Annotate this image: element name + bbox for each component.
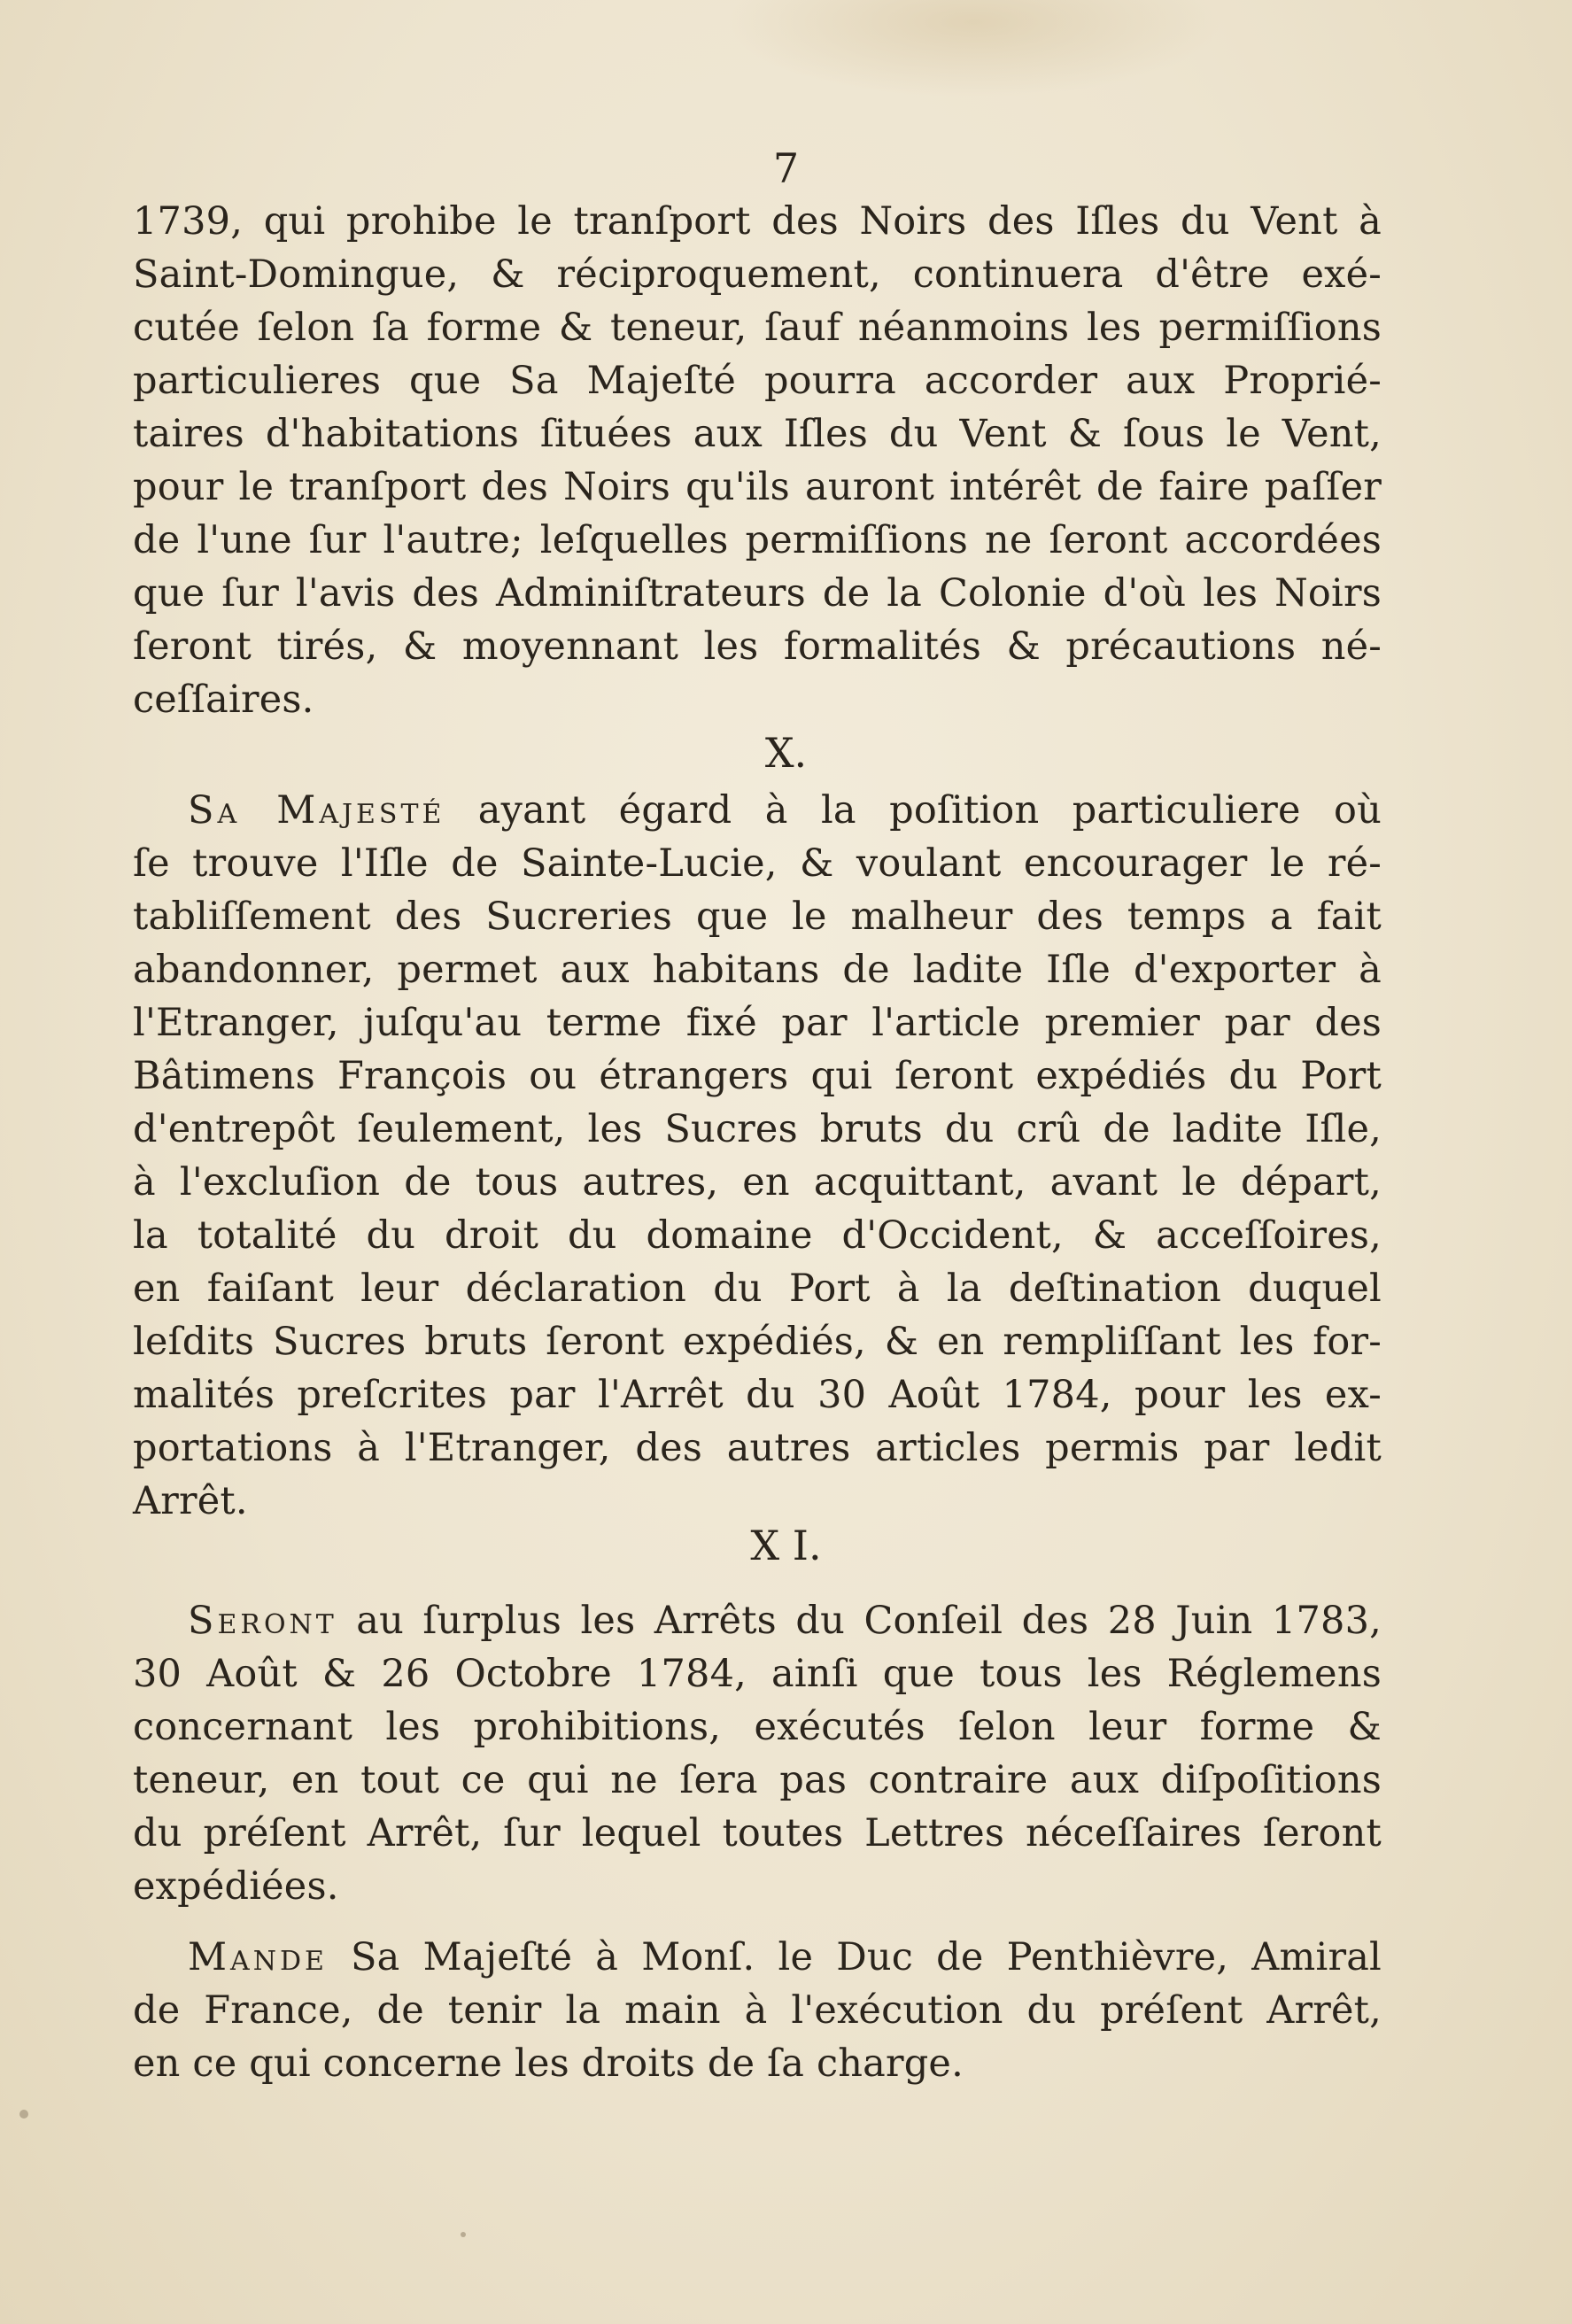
- text-line: ſe trouve l'Iſle de Sainte-Lucie, & voulant encourager le ré-: [133, 841, 1382, 886]
- text-run: Sa Majeſté à Monſ. le Duc de Penthièvre, Amiral: [327, 1935, 1382, 1979]
- text-line: teneur, en tout ce qui ne ſera pas contraire aux diſpoſitions: [133, 1758, 1382, 1802]
- text-line: la totalité du droit du domaine d'Occident, & acceſſoires,: [133, 1213, 1382, 1258]
- text-line: leſdits Sucres bruts ſeront expédiés, & en rempliſſant les for-: [133, 1320, 1382, 1364]
- text-line: en ce qui concerne les droits de ſa charge.: [133, 2041, 964, 2086]
- text-line: 30 Août & 26 Octobre 1784, ainſi que tous les Réglemens: [133, 1652, 1382, 1696]
- text-line: abandonner, permet aux habitans de ladite Iſle d'exporter à: [133, 948, 1382, 992]
- text-line: du préſent Arrêt, ſur lequel toutes Lettres néceſſaires ſeront: [133, 1811, 1382, 1855]
- text-line: ceſſaires.: [133, 678, 314, 722]
- text-line: en faiſant leur déclaration du Port à la deſtination duquel: [133, 1267, 1382, 1311]
- paper-speck: [461, 2232, 466, 2237]
- text-line: taires d'habitations ſituées aux Iſles du Vent & ſous le Vent,: [133, 412, 1382, 456]
- text-line: ſeront tirés, & moyennant les formalités & précautions né-: [133, 624, 1382, 669]
- text-line: Arrêt.: [133, 1479, 248, 1523]
- small-caps-lead: Seront: [188, 1599, 337, 1643]
- text-line: pour le tranſport des Noirs qu'ils auront intérêt de faire paſſer: [133, 465, 1382, 509]
- text-line: concernant les prohibitions, exécutés ſelon leur forme &: [133, 1705, 1382, 1749]
- paper-stain: [726, 0, 1222, 97]
- text-run: au ſurplus les Arrêts du Conſeil des 28 Juin 1783,: [337, 1599, 1382, 1643]
- text-line: [188, 1594, 1382, 1647]
- text-line: 1739, qui prohibe le tranſport des Noirs des Iſles du Vent à: [133, 199, 1382, 244]
- small-caps-lead: Mande: [188, 1935, 328, 1979]
- page-number: 7: [772, 144, 800, 192]
- text-line: cutée ſelon ſa forme & teneur, ſauf néanmoins les permiſſions: [133, 306, 1382, 350]
- text-line: l'Etranger, juſqu'au terme fixé par l'article premier par des: [133, 1001, 1382, 1045]
- text-line: Saint-Domingue, & réciproquement, continuera d'être exé-: [133, 252, 1382, 297]
- text-line: particulieres que Sa Majeſté pourra accorder aux Proprié-: [133, 359, 1382, 403]
- text-line: d'entrepôt ſeulement, les Sucres bruts du crû de ladite Iſle,: [133, 1107, 1382, 1151]
- text-line: tabliſſement des Sucreries que le malheur des temps a fait: [133, 895, 1382, 939]
- text-line: Bâtimens François ou étrangers qui ſeront expédiés du Port: [133, 1054, 1382, 1098]
- text-line: que ſur l'avis des Adminiſtrateurs de la Colonie d'où les Noirs: [133, 571, 1382, 616]
- text-line: à l'excluſion de tous autres, en acquittant, avant le départ,: [133, 1160, 1382, 1205]
- text-run: ayant égard à la poſition particuliere où: [445, 788, 1382, 833]
- small-caps-lead: Sa Majesté: [188, 788, 445, 833]
- text-line: expédiées.: [133, 1864, 339, 1909]
- text-line: malités preſcrites par l'Arrêt du 30 Août 1784, pour les ex-: [133, 1373, 1382, 1417]
- article-heading-x: X.: [764, 729, 808, 777]
- text-line: de France, de tenir la main à l'exécution du préſent Arrêt,: [133, 1988, 1382, 2033]
- text-line: [188, 784, 1382, 837]
- article-heading-xi: X I.: [750, 1522, 822, 1569]
- text-line: [188, 1931, 1382, 1984]
- text-line: de l'une ſur l'autre; leſquelles permiſſions ne ſeront accordées: [133, 518, 1382, 562]
- paper-speck: [19, 2110, 28, 2119]
- text-line: portations à l'Etranger, des autres articles permis par ledit: [133, 1426, 1382, 1470]
